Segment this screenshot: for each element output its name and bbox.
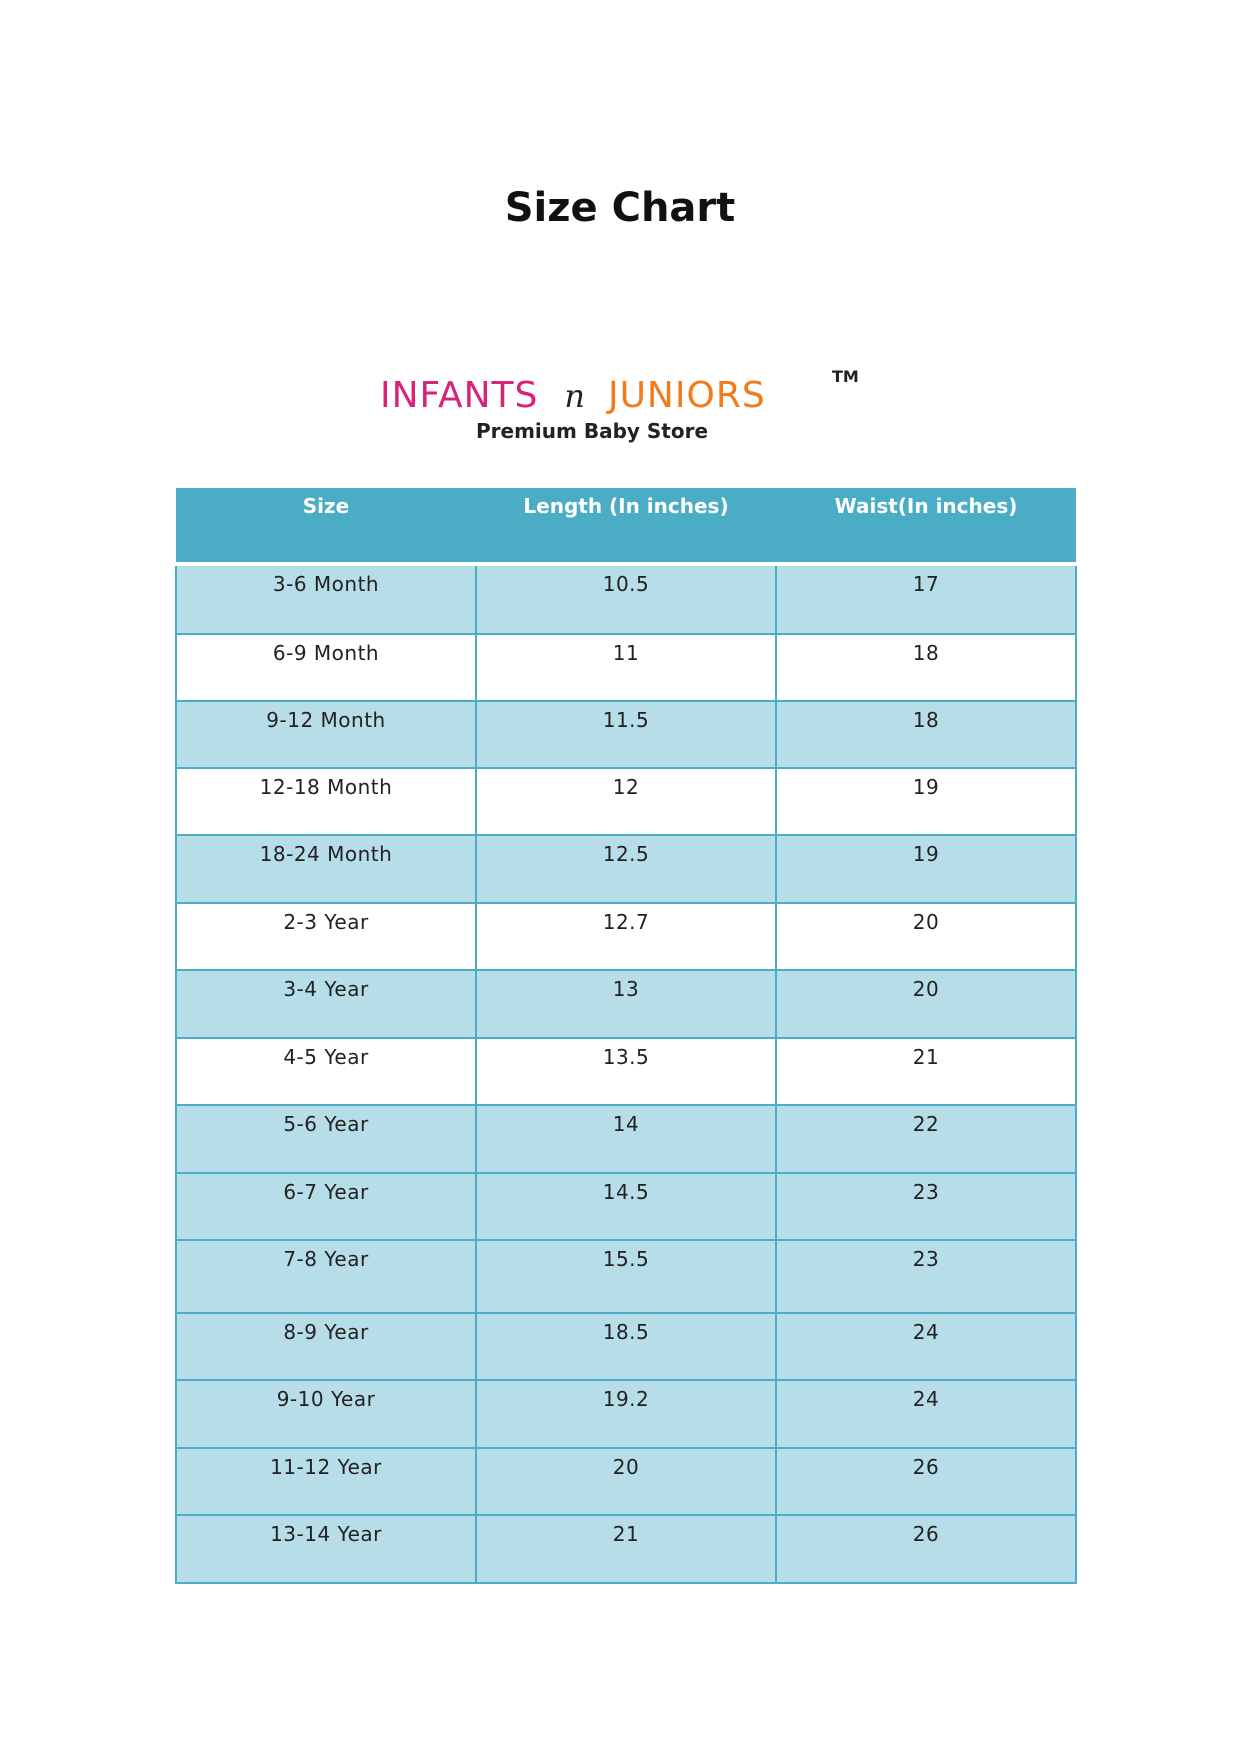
cell-size: 7-8 Year bbox=[176, 1240, 476, 1313]
cell-waist: 21 bbox=[776, 1038, 1076, 1105]
cell-size: 3-4 Year bbox=[176, 970, 476, 1038]
cell-size: 4-5 Year bbox=[176, 1038, 476, 1105]
cell-length: 13 bbox=[476, 970, 776, 1038]
cell-length: 11 bbox=[476, 634, 776, 701]
cell-waist: 26 bbox=[776, 1448, 1076, 1515]
cell-waist: 24 bbox=[776, 1380, 1076, 1448]
cell-size: 6-9 Month bbox=[176, 634, 476, 701]
cell-length: 15.5 bbox=[476, 1240, 776, 1313]
cell-size: 5-6 Year bbox=[176, 1105, 476, 1173]
cell-waist: 18 bbox=[776, 634, 1076, 701]
cell-length: 20 bbox=[476, 1448, 776, 1515]
cell-size: 18-24 Month bbox=[176, 835, 476, 903]
cell-waist: 23 bbox=[776, 1173, 1076, 1240]
cell-size: 11-12 Year bbox=[176, 1448, 476, 1515]
cell-length: 19.2 bbox=[476, 1380, 776, 1448]
cell-length: 14.5 bbox=[476, 1173, 776, 1240]
cell-waist: 19 bbox=[776, 835, 1076, 903]
size-chart-table bbox=[175, 488, 1077, 1584]
logo-infants-text: INFANTS bbox=[380, 375, 539, 416]
cell-size: 6-7 Year bbox=[176, 1173, 476, 1240]
cell-length: 21 bbox=[476, 1515, 776, 1583]
table-row bbox=[176, 1173, 1076, 1240]
header-length: Length (In inches) bbox=[476, 488, 776, 564]
store-logo bbox=[380, 355, 860, 455]
cell-waist: 23 bbox=[776, 1240, 1076, 1313]
cell-waist: 20 bbox=[776, 903, 1076, 970]
logo-juniors-text: JUNIORS bbox=[607, 375, 766, 416]
cell-waist: 20 bbox=[776, 970, 1076, 1038]
table-row bbox=[176, 903, 1076, 970]
table-row bbox=[176, 1515, 1076, 1583]
cell-size: 9-10 Year bbox=[176, 1380, 476, 1448]
header-size: Size bbox=[176, 488, 476, 564]
header-waist: Waist(In inches) bbox=[776, 488, 1076, 564]
cell-waist: 24 bbox=[776, 1313, 1076, 1380]
cell-length: 10.5 bbox=[476, 564, 776, 634]
cell-size: 12-18 Month bbox=[176, 768, 476, 835]
table-row bbox=[176, 768, 1076, 835]
cell-length: 12 bbox=[476, 768, 776, 835]
cell-size: 3-6 Month bbox=[176, 564, 476, 634]
page-title: Size Chart bbox=[504, 185, 736, 231]
table-row bbox=[176, 1240, 1076, 1313]
cell-waist: 19 bbox=[776, 768, 1076, 835]
cell-size: 2-3 Year bbox=[176, 903, 476, 970]
table-header-row bbox=[176, 488, 1076, 564]
cell-size: 13-14 Year bbox=[176, 1515, 476, 1583]
logo-tagline: Premium Baby Store bbox=[476, 419, 709, 443]
logo-trademark: TM bbox=[832, 367, 859, 386]
cell-length: 13.5 bbox=[476, 1038, 776, 1105]
cell-length: 12.5 bbox=[476, 835, 776, 903]
table-row bbox=[176, 634, 1076, 701]
cell-waist: 17 bbox=[776, 564, 1076, 634]
table-row bbox=[176, 835, 1076, 903]
cell-waist: 22 bbox=[776, 1105, 1076, 1173]
cell-length: 18.5 bbox=[476, 1313, 776, 1380]
cell-length: 11.5 bbox=[476, 701, 776, 768]
cell-size: 8-9 Year bbox=[176, 1313, 476, 1380]
table-row bbox=[176, 564, 1076, 634]
logo-wordmark bbox=[380, 375, 766, 416]
cell-waist: 18 bbox=[776, 701, 1076, 768]
table-row bbox=[176, 701, 1076, 768]
cell-waist: 26 bbox=[776, 1515, 1076, 1583]
logo-n-text: n bbox=[564, 377, 586, 415]
cell-length: 12.7 bbox=[476, 903, 776, 970]
cell-length: 14 bbox=[476, 1105, 776, 1173]
table-row bbox=[176, 1380, 1076, 1448]
table-row bbox=[176, 1448, 1076, 1515]
table-row bbox=[176, 1038, 1076, 1105]
table-row bbox=[176, 1105, 1076, 1173]
cell-size: 9-12 Month bbox=[176, 701, 476, 768]
table-row bbox=[176, 970, 1076, 1038]
table-body bbox=[176, 564, 1076, 1583]
table-row bbox=[176, 1313, 1076, 1380]
